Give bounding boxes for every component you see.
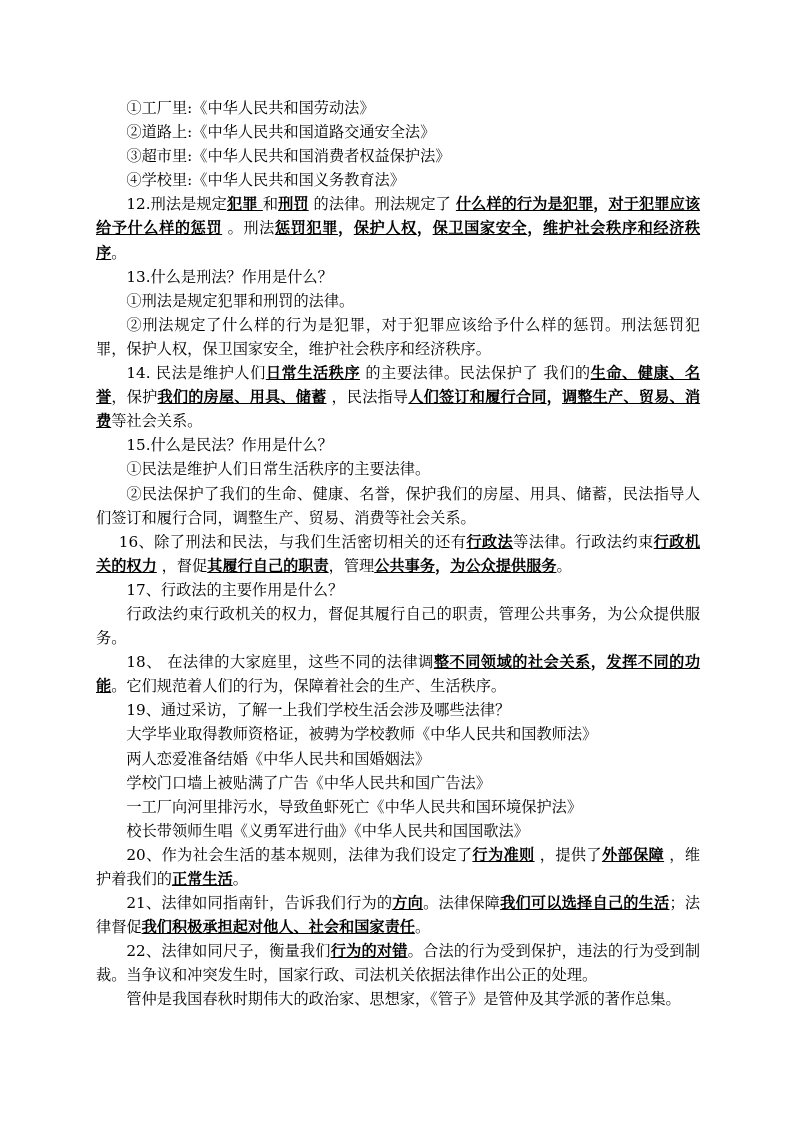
answer-17: 行政法约束行政机关的权力，督促其履行自己的职责，管理公共事务，为公众提供服务。	[96, 604, 700, 648]
document-page	[96, 96, 700, 1012]
answer-15-1: ①民法是维护人们日常生活秩序的主要法律。	[126, 460, 431, 479]
answer-13-2: ②刑法规定了什么样的行为是犯罪，对于犯罪应该给予什么样的惩罚。刑法惩罚犯罪，保护人权，保卫国家安全，维护社会秩序和经济秩序。	[96, 315, 700, 358]
answer-19-1: 大学毕业取得教师资格证，被骋为学校教师《中华人民共和国教师法》	[126, 725, 598, 744]
paragraph-22: 22、法律如同尺子，衡量我们行为的对错。合法的行为受到保护，违法的行为受到制裁。当争议和冲突发生时，国家行政、司法机关依据法律作出公正的处理。	[96, 942, 701, 985]
paragraph-guanzhong: 管仲是我国春秋时期伟大的政治家、思想家，《管子》是管仲及其学派的著作总集。	[126, 990, 681, 1009]
list-item-factory: ①工厂里:《中华人民共和国劳动法》	[126, 99, 375, 117]
answer-13-1: ①刑法是规定犯罪和刑罚的法律。	[126, 291, 355, 310]
question-17: 17、行政法的主要作用是什么？	[126, 580, 344, 599]
answer-19-3: 学校门口墙上被贴满了广告《中华人民共和国广告法》	[126, 773, 491, 792]
paragraph-20: 20、作为社会生活的基本规则，法律为我们设定了行为准则 ，提供了外部保障 ，维护着我们的正常生活。	[96, 845, 701, 888]
paragraph-18: 18、 在法律的大家庭里，这些不同的法律调整不同领域的社会关系，发挥不同的功能。它们规范着人们的行为，保障着社会的生产、生活秩序。	[96, 653, 701, 696]
question-13: 13.什么是刑法？作用是什么？	[126, 267, 333, 286]
paragraph-12: 12.刑法是规定犯罪 和刑罚 的法律。刑法规定了 什么样的行为是犯罪，对于犯罪应该给予什么样的惩罚 。刑法惩罚犯罪，保护人权，保卫国家安全，维护社会秩序和经济秩序。	[96, 195, 701, 262]
question-19: 19、通过采访，了解一上我们学校生活会涉及哪些法律？	[126, 701, 511, 720]
paragraph-21: 21、法律如同指南针，告诉我们行为的方向。法律保障我们可以选择自己的生活；法律督促我们积极承担起对他人、社会和国家责任。	[96, 894, 701, 937]
answer-19-2: 两人恋爱准备结婚《中华人民共和国婚姻法》	[126, 749, 431, 768]
question-15: 15.什么是民法？作用是什么？	[126, 436, 333, 455]
paragraph-16: 16、除了刑法和民法，与我们生活密切相关的还有行政法等法律。行政法约束行政机关的权力 ，督促其履行自己的职责，管理公共事务，为公众提供服务。	[96, 532, 701, 575]
list-item-supermarket: ③超市里:《中华人民共和国消费者权益保护法》	[126, 147, 451, 166]
list-item-road: ②道路上:《中华人民共和国道路交通安全法》	[126, 123, 436, 142]
list-item-school: ④学校里:《中华人民共和国义务教育法》	[126, 171, 405, 190]
answer-19-5: 校长带领师生唱《义勇军进行曲》《中华人民共和国国歌法》	[126, 821, 529, 840]
answer-15-2: ②民法保护了我们的生命、健康、名誉，保护我们的房屋、用具、储蓄，民法指导人们签订和履行合同，调整生产、贸易、消费等社会关系。	[96, 484, 700, 527]
paragraph-14: 14. 民法是维护人们日常生活秩序 的主要法律。民法保护了 我们的生命、健康、名誉，保护我们的房屋、用具、储蓄 ，民法指导人们签订和履行合同，调整生产、贸易、消费等社会关系。	[96, 364, 701, 431]
answer-19-4: 一工厂向河里排污水，导致鱼虾死亡《中华人民共和国环境保护法》	[126, 797, 583, 816]
